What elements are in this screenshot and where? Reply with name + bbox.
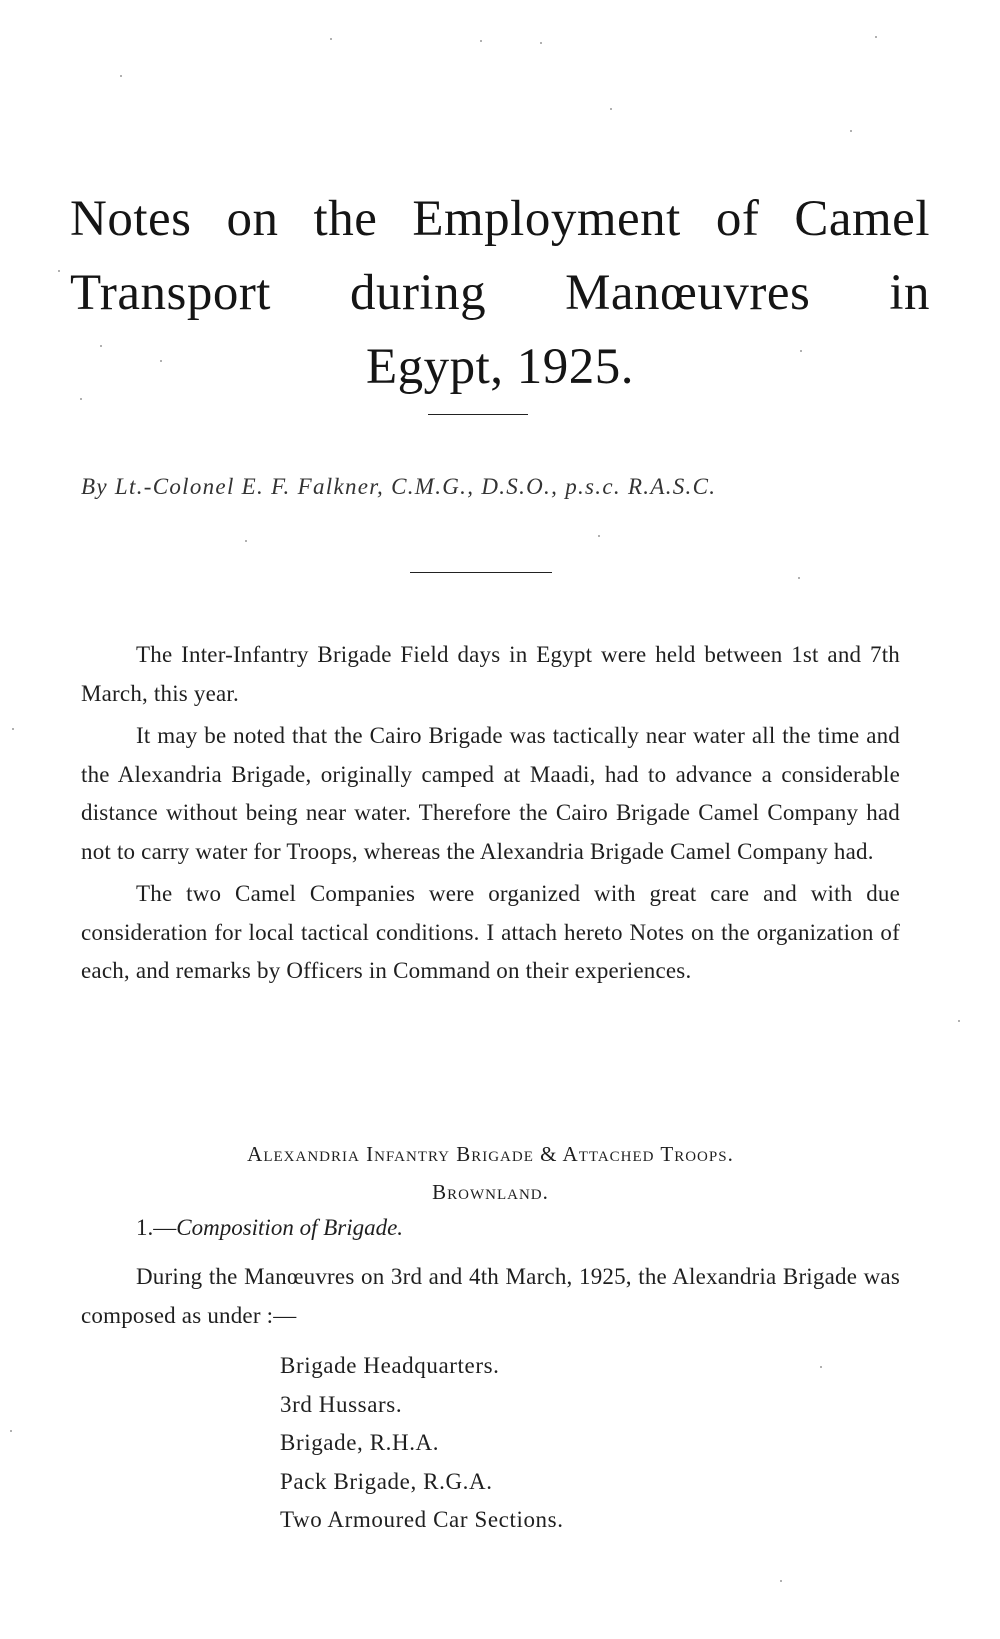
section-subheading: Brownland. bbox=[432, 1180, 549, 1204]
scan-speck bbox=[800, 350, 802, 352]
subsection-heading bbox=[136, 1215, 403, 1241]
paragraph: The two Camel Companies were organized with great care and with due consideration for local tactical conditions. I attach hereto Notes on the organization of each, and remarks by Officers in Command on their experiences. bbox=[81, 881, 900, 983]
scan-speck bbox=[480, 40, 482, 42]
title-divider bbox=[428, 414, 528, 415]
list-item: 3rd Hussars. bbox=[280, 1391, 403, 1417]
scan-speck bbox=[160, 360, 162, 362]
paragraph: It may be noted that the Cairo Brigade was tactically near water all the time and the Alexandria Brigade, originally camped at Maadi, had to advance a considerable distance without being near water. Therefore the Cairo Brigade Camel Company had not to carry water for Troops, whereas the Alexandria Brigade Camel Company had. bbox=[81, 723, 900, 864]
title-line-2: Transport during Manœuvres in bbox=[70, 265, 930, 321]
scan-speck bbox=[330, 38, 332, 40]
scan-speck bbox=[58, 270, 60, 272]
intro-body bbox=[81, 636, 900, 995]
scan-speck bbox=[598, 535, 600, 537]
list-item: Brigade, R.H.A. bbox=[280, 1430, 440, 1455]
scan-speck bbox=[958, 1020, 960, 1022]
list-item: Brigade Headquarters. bbox=[280, 1353, 500, 1378]
composition-intro: During the Manœuvres on 3rd and 4th March, 1925, the Alexandria Brigade was composed as under :— bbox=[81, 1264, 900, 1328]
list-item: Pack Brigade, R.G.A. bbox=[280, 1468, 493, 1494]
subsection-number: 1.— bbox=[136, 1215, 177, 1240]
scan-speck bbox=[875, 36, 877, 38]
scan-speck bbox=[10, 1430, 12, 1432]
byline-divider bbox=[410, 572, 552, 573]
section-heading: Alexandria Infantry Brigade & Attached Troops. bbox=[247, 1142, 734, 1166]
list-item: Two Armoured Car Sections. bbox=[280, 1507, 564, 1532]
paragraph: The Inter-Infantry Brigade Field days in Egypt were held between 1st and 7th March, this year. bbox=[81, 642, 900, 706]
scan-speck bbox=[820, 1366, 822, 1368]
scan-speck bbox=[80, 398, 82, 400]
scan-speck bbox=[100, 345, 102, 347]
author-byline: By Lt.-Colonel E. F. Falkner, C.M.G., D.S.O., p.s.c. R.A.S.C. bbox=[81, 474, 717, 499]
scan-speck bbox=[850, 130, 852, 132]
scan-speck bbox=[540, 42, 542, 44]
scan-speck bbox=[610, 108, 612, 110]
document-title bbox=[70, 182, 930, 404]
title-line-3: Egypt, 1925. bbox=[365, 339, 635, 395]
scan-speck bbox=[245, 540, 247, 542]
subsection-title: Composition of Brigade. bbox=[176, 1215, 404, 1240]
scan-speck bbox=[12, 728, 14, 730]
composition-list bbox=[280, 1347, 564, 1540]
title-line-1: Notes on the Employment of Camel bbox=[70, 191, 930, 247]
composition-body bbox=[81, 1258, 900, 1339]
scan-speck bbox=[798, 577, 800, 579]
scan-speck bbox=[780, 1580, 782, 1582]
scan-speck bbox=[120, 75, 122, 77]
